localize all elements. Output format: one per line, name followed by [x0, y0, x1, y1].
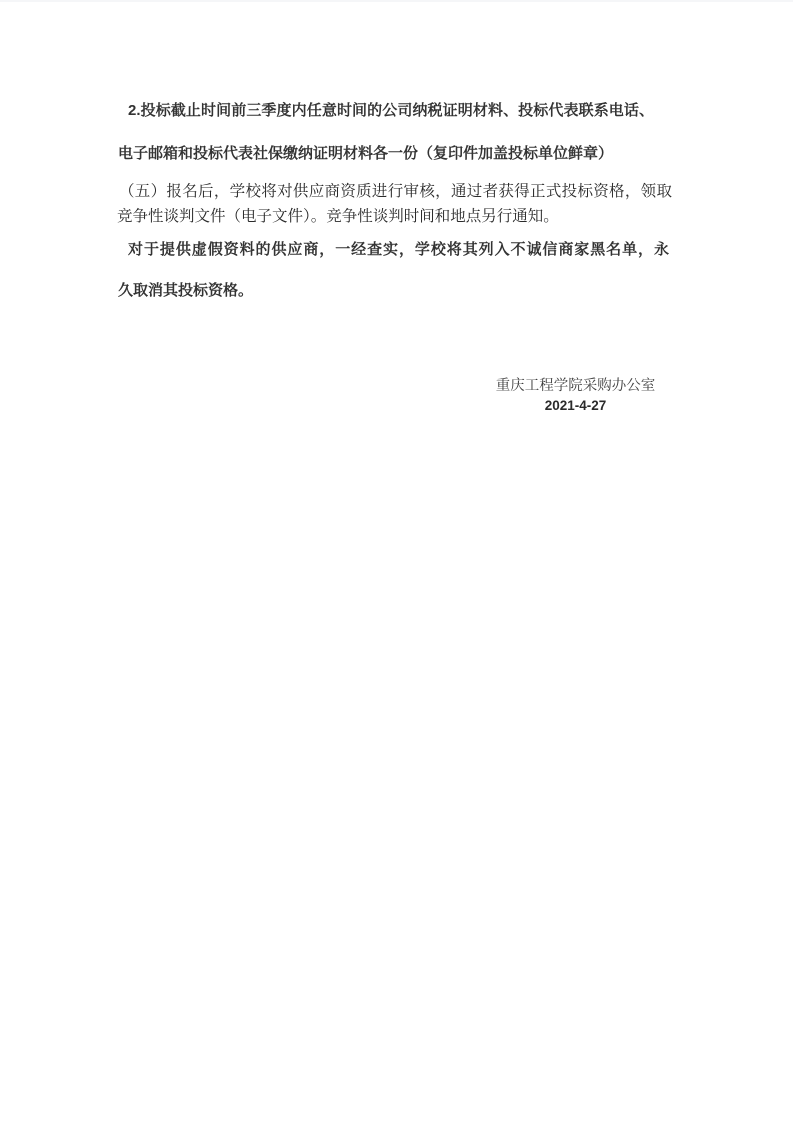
paragraph-3-line-2: 久取消其投标资格。 — [118, 282, 254, 299]
paragraph-1-line-1: 2.投标截止时间前三季度内任意时间的公司纳税证明材料、投标代表联系电话、 — [128, 102, 654, 119]
paragraph-3-line-1: 对于提供虚假资料的供应商，一经查实，学校将其列入不诚信商家黑名单，永 — [128, 241, 669, 258]
paragraph-2-line-1: （五）报名后，学校将对供应商资质进行审核，通过者获得正式投标资格，领取 — [119, 183, 672, 200]
signature-organization: 重庆工程学院采购办公室 — [495, 378, 656, 394]
paragraph-2-line-2: 竞争性谈判文件（电子文件）。竞争性谈判时间和地点另行通知。 — [117, 208, 559, 225]
signature-date: 2021-4-27 — [544, 398, 607, 413]
page-top-edge — [0, 0, 793, 2]
paragraph-1-line-2: 电子邮箱和投标代表社保缴纳证明材料各一份（复印件加盖投标单位鲜章） — [118, 145, 614, 162]
